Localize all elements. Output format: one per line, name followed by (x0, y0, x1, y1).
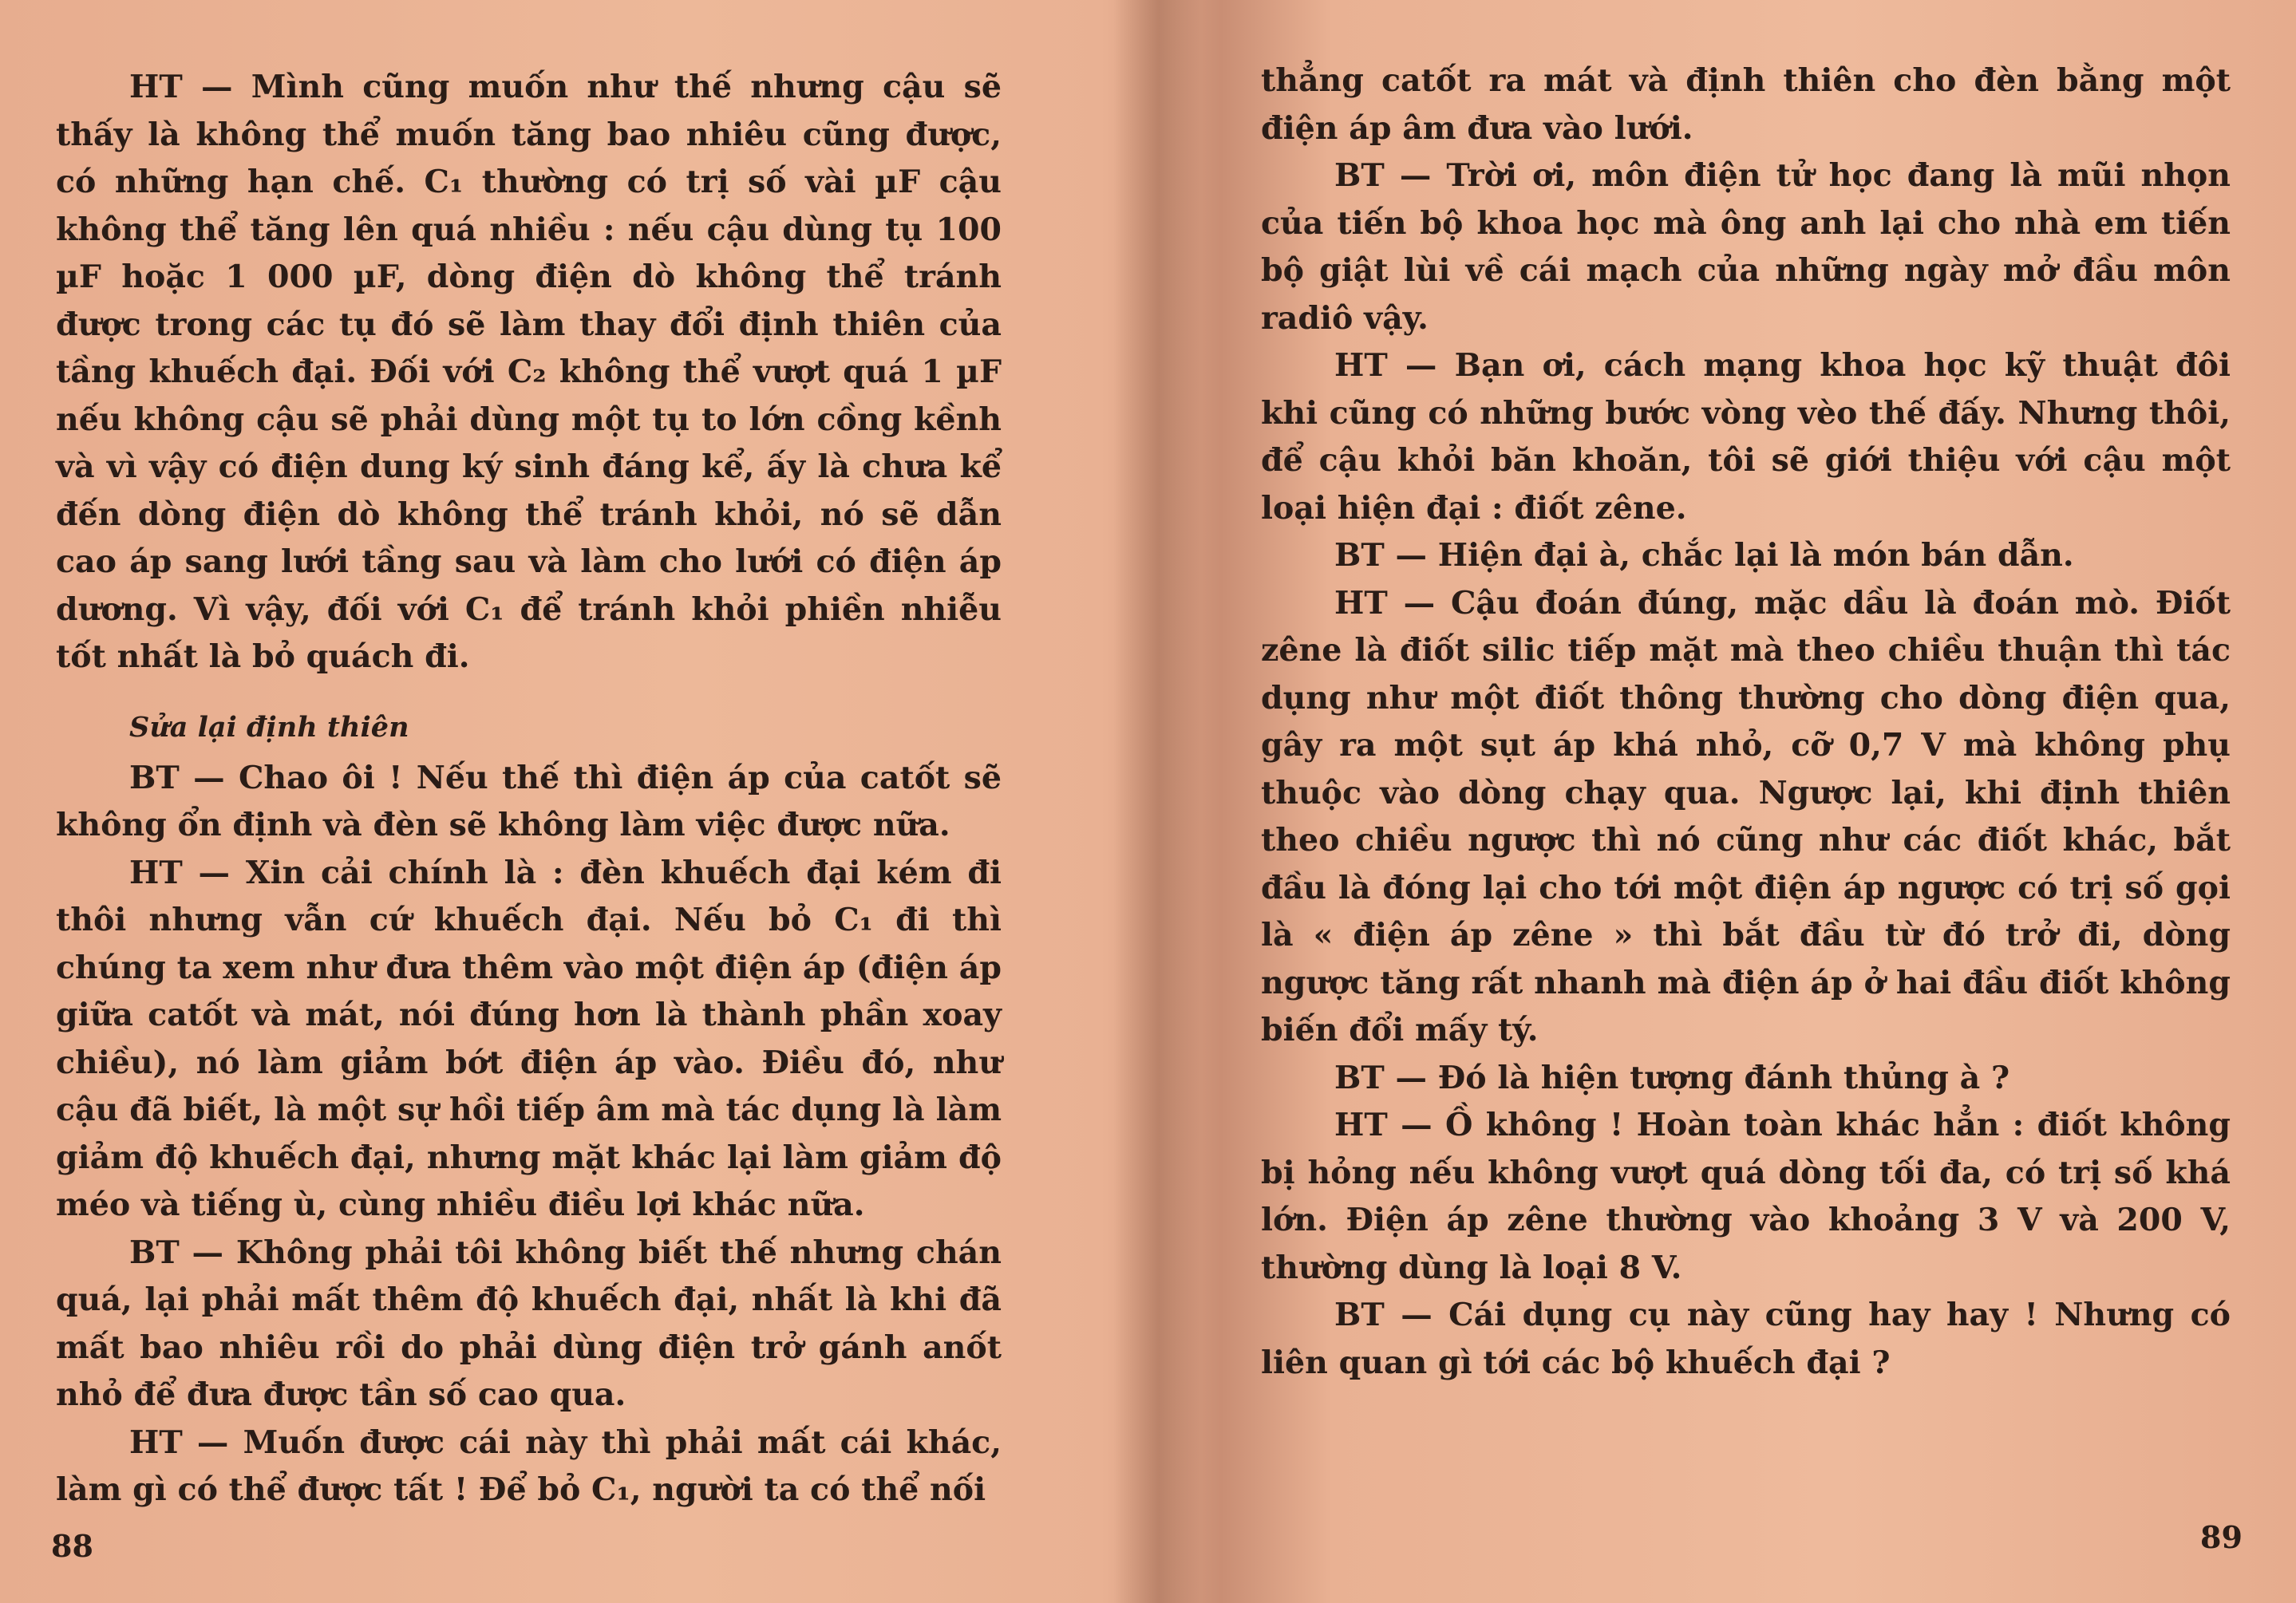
dialogue-text: — Trời ơi, môn điện tử học đang là mũi nhọn của tiến bộ khoa học mà ông anh lại cho nhà em tiến bộ giật lùi về cái mạch của những ngày mở đầu môn radiô vậy. (1261, 157, 2231, 337)
speaker-label: BT (1334, 537, 1385, 574)
continued-paragraph: thẳng catốt ra mát và định thiên cho đèn bằng một điện áp âm đưa vào lưới. (1261, 62, 2231, 147)
dialogue-paragraph (56, 1419, 1002, 1514)
speaker-label: BT (1334, 1297, 1385, 1333)
dialogue-text: — Muốn được cái này thì phải mất cái khác, làm gì có thể được tất ! Để bỏ C₁, người ta có thể nối (56, 1423, 1002, 1508)
dialogue-text: — Mình cũng muốn như thế nhưng cậu sẽ thấy là không thể muốn tăng bao nhiêu cũng được, có những hạn chế. C₁ thường có trị số vài µF cậu không thể tăng lên quá nhiều : nếu cậu dùng tụ 100 µF hoặc 1 000 µF, dòng điện dò không thể tránh được trong các tụ đó sẽ làm thay đổi định thiên của tầng khuếch đại. Đối với C₂ không thể vượt quá 1 µF nếu không cậu sẽ phải dùng một tụ to lớn cồng kềnh và vì vậy có điện dung ký sinh đáng kể, ấy là chưa kể đến dòng điện dò không thể tránh khỏi, nó sẽ dẫn cao áp sang lưới tầng sau và làm cho lưới có điện áp dương. Vì vậy, đối với C₁ để tránh khỏi phiền nhiễu tốt nhất là bỏ quách đi. (56, 69, 1002, 675)
dialogue-text: — Ồ không ! Hoàn toàn khác hẳn : điốt không bị hỏng nếu không vượt quá dòng tối đa, có trị số khá lớn. Điện áp zêne thường vào khoảng 3 V và 200 V, thường dùng là loại 8 V. (1261, 1107, 2231, 1286)
dialogue-text: — Cậu đoán đúng, mặc dầu là đoán mò. Điốt zêne là điốt silic tiếp mặt mà theo chiều thuận thì tác dụng như một điốt thông thường cho dòng điện qua, gây ra một sụt áp khá nhỏ, cỡ 0,7 V mà không phụ thuộc vào dòng chạy qua. Ngược lại, khi định thiên theo chiều ngược thì nó cũng như các điốt khác, bắt đầu là đóng lại cho tới một điện áp ngược có trị số gọi là « điện áp zêne » thì bắt đầu từ đó trở đi, dòng ngược tăng rất nhanh mà điện áp ở hai đầu điốt không biến đổi mấy tý. (1261, 584, 2231, 1048)
dialogue-paragraph (56, 64, 1002, 681)
dialogue-paragraph (1261, 1102, 2231, 1292)
speaker-label: BT (129, 759, 180, 796)
speaker-label: HT (129, 854, 183, 891)
speaker-label: HT (129, 69, 183, 105)
dialogue-paragraph (1261, 1055, 2231, 1103)
speaker-label: BT (1334, 1059, 1385, 1096)
right-page (1149, 0, 2296, 1603)
dialogue-text: — Bạn ơi, cách mạng khoa học kỹ thuật đôi khi cũng có những bước vòng vèo thế đấy. Nhưng thôi, để cậu khỏi băn khoăn, tôi sẽ giới thiệu với cậu một loại hiện đại : điốt zêne. (1261, 347, 2231, 527)
right-page-text (1261, 57, 2231, 1387)
left-page-text (56, 64, 1002, 1514)
page-number: 88 (51, 1528, 93, 1564)
speaker-label: HT (129, 1423, 183, 1461)
left-page (0, 0, 1141, 1603)
page-number: 89 (2200, 1519, 2243, 1555)
speaker-label: BT (129, 1234, 180, 1271)
speaker-label: HT (1334, 347, 1388, 384)
dialogue-paragraph (1261, 532, 2231, 580)
dialogue-paragraph (1261, 152, 2231, 342)
dialogue-paragraph (56, 1230, 1002, 1419)
speaker-label: HT (1334, 1107, 1388, 1143)
dialogue-text: — Cái dụng cụ này cũng hay hay ! Nhưng có liên quan gì tới các bộ khuếch đại ? (1261, 1297, 2231, 1381)
dialogue-text: — Không phải tôi không biết thế nhưng chán quá, lại phải mất thêm độ khuếch đại, nhất là khi đã mất bao nhiêu rồi do phải dùng điện trở gánh anốt nhỏ để đưa được tần số cao qua. (56, 1234, 1002, 1413)
dialogue-text: — Đó là hiện tượng đánh thủng à ? (1384, 1059, 2010, 1096)
section-heading: Sửa lại định thiên (129, 710, 409, 744)
dialogue-text: — Chao ôi ! Nếu thế thì điện áp của catốt sẽ không ổn định và đèn sẽ không làm việc được nữa. (56, 759, 1002, 843)
dialogue-paragraph (56, 755, 1002, 850)
dialogue-paragraph (1261, 580, 2231, 1055)
dialogue-text: — Hiện đại à, chắc lại là món bán dẫn. (1384, 537, 2074, 574)
speaker-label: BT (1334, 157, 1385, 194)
dialogue-paragraph (56, 850, 1002, 1230)
dialogue-paragraph (1261, 342, 2231, 532)
speaker-label: HT (1334, 584, 1388, 622)
dialogue-text: — Xin cải chính là : đèn khuếch đại kém đi thôi nhưng vẫn cứ khuếch đại. Nếu bỏ C₁ đi thì chúng ta xem như đưa thêm vào một điện áp (điện áp giữa catốt và mát, nói đúng hơn là thành phần xoay chiều), nó làm giảm bớt điện áp vào. Điều đó, như cậu đã biết, là một sự hồi tiếp âm mà tác dụng là làm giảm độ khuếch đại, nhưng mặt khác lại làm giảm độ méo và tiếng ù, cùng nhiều điều lợi khác nữa. (56, 854, 1002, 1223)
dialogue-paragraph (1261, 1292, 2231, 1387)
